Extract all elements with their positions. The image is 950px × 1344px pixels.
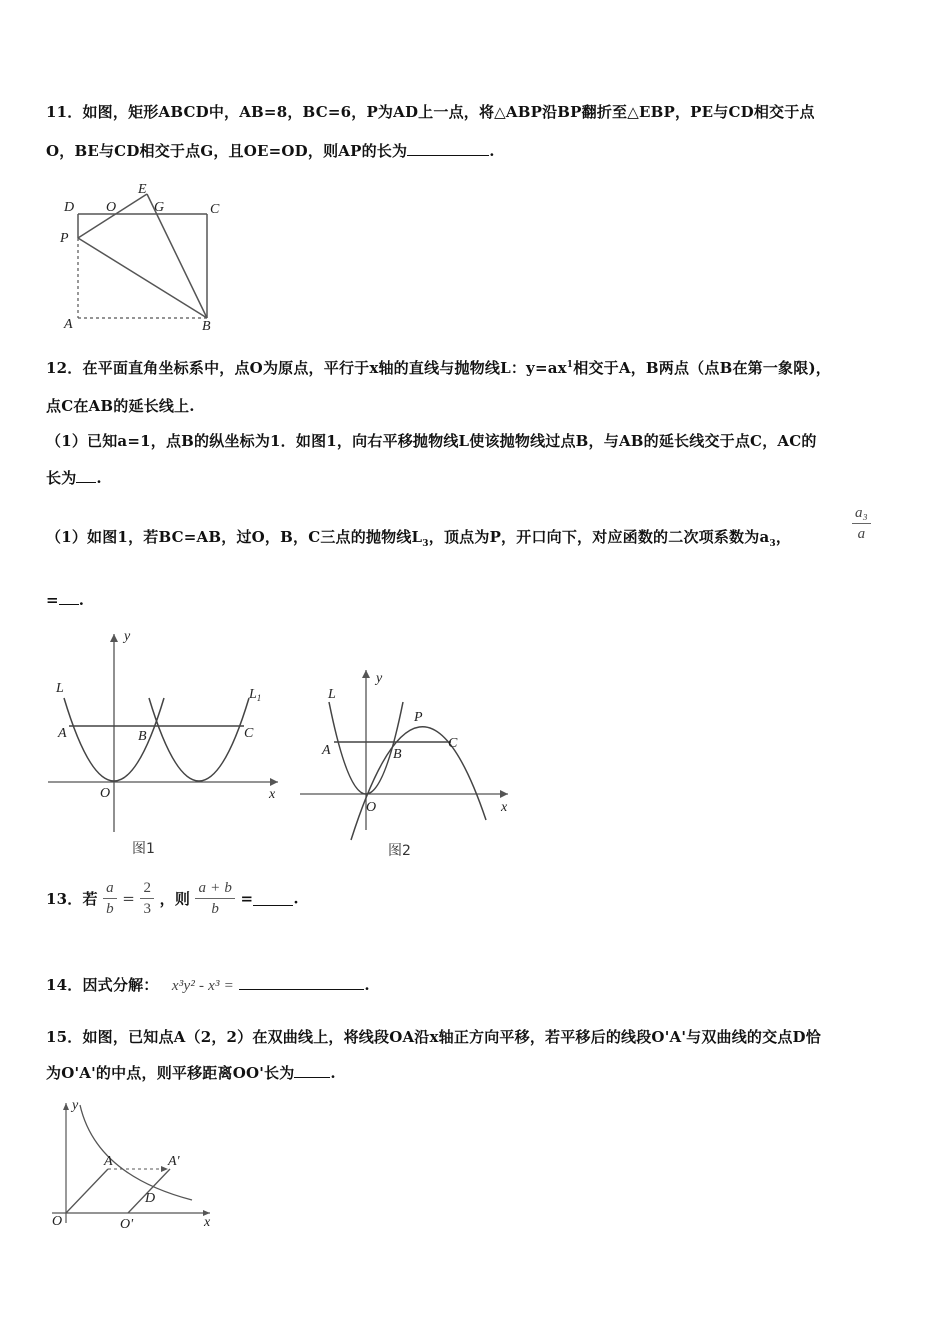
label-A-prime: A' bbox=[168, 1154, 180, 1169]
label-y: y bbox=[124, 629, 131, 644]
label-O: O bbox=[106, 200, 117, 215]
label-P: P bbox=[60, 231, 69, 246]
label-A: A bbox=[104, 1154, 113, 1169]
q15-figure bbox=[42, 1095, 227, 1235]
caption-fig1: 图1 bbox=[132, 841, 155, 857]
answer-blank[interactable] bbox=[407, 141, 489, 156]
label-L1: $L_1$ bbox=[249, 687, 262, 703]
label-B: B bbox=[202, 319, 211, 334]
q12-part1-line1: （1）已知a=1，点B的纵坐标为1．如图1，向右平移抛物线L使该抛物线过点B，与AB的延长线交于点C，AC的 bbox=[46, 432, 817, 450]
label-A: A bbox=[58, 726, 67, 741]
label-x: x bbox=[204, 1215, 211, 1230]
q11-figure bbox=[52, 178, 232, 338]
q15-line1: 15．如图，已知点A（2，2）在双曲线上，将线段OA沿x轴正方向平移，若平移后的线段O'A'与双曲线的交点D恰 bbox=[46, 1028, 821, 1046]
q15-line2: 为O'A'的中点，则平移距离OO'长为 . bbox=[46, 1064, 336, 1082]
answer-blank[interactable] bbox=[59, 590, 79, 605]
frac-2-over-3: $\frac{2}{3}$ bbox=[140, 878, 154, 919]
label-E: E bbox=[138, 182, 147, 197]
q14-line: 14．因式分解： x³y² - x³ = . bbox=[46, 976, 370, 994]
answer-blank[interactable] bbox=[239, 975, 364, 990]
label-D: D bbox=[64, 200, 75, 215]
label-L: L bbox=[328, 687, 336, 702]
label-x: x bbox=[269, 787, 276, 802]
label-O: O bbox=[100, 786, 111, 801]
q12-part2-line2: = . bbox=[46, 591, 85, 609]
frac-aplusb-over-b: $\frac{a + b}{b}$ bbox=[195, 878, 235, 919]
label-A: A bbox=[322, 743, 331, 758]
label-P: P bbox=[414, 710, 423, 725]
q14-expression: x³y² - x³ = bbox=[171, 978, 234, 994]
label-O-prime: O' bbox=[120, 1217, 134, 1232]
answer-blank[interactable] bbox=[294, 1063, 330, 1078]
q12-line2: 点C在AB的延长线上. bbox=[46, 397, 195, 415]
caption-fig2: 图2 bbox=[388, 843, 411, 859]
label-O: O bbox=[366, 800, 377, 815]
q12-part2-line1: （1）如图1，若BC=AB，过O，B，C三点的抛物线$L_3$，顶点为P，开口向下，对应函数的二次项系数为$a_3$， bbox=[46, 528, 792, 549]
label-C: C bbox=[448, 736, 458, 751]
label-D: D bbox=[145, 1191, 156, 1206]
label-O: O bbox=[52, 1214, 63, 1229]
q11-line2: O，BE与CD相交于点G，且OE=OD，则AP的长为 . bbox=[46, 142, 495, 160]
q13-line: 13．若 $\frac{a}{b}$ = $\frac{2}{3}$ ，则 $\frac{a + b}{b}$ = . bbox=[46, 880, 299, 917]
q11-line1: 11．如图，矩形ABCD中，AB=8，BC=6，P为AD上一点，将△ABP沿BP翻折至△EBP，PE与CD相交于点 bbox=[46, 103, 815, 121]
label-x: x bbox=[501, 800, 508, 815]
frac-a-over-b: $\frac{a}{b}$ bbox=[103, 878, 117, 919]
label-C: C bbox=[210, 202, 220, 217]
label-G: G bbox=[154, 200, 165, 215]
answer-blank[interactable] bbox=[253, 891, 293, 906]
label-A: A bbox=[64, 317, 73, 332]
label-y: y bbox=[72, 1098, 79, 1113]
q12-part1-line2: 长为 . bbox=[46, 469, 102, 487]
label-C: C bbox=[244, 726, 254, 741]
q12-figure-1 bbox=[44, 620, 294, 865]
answer-blank[interactable] bbox=[76, 468, 96, 483]
label-y: y bbox=[376, 671, 383, 686]
q12-fraction: $\frac{\text{a₃}}{a}$ bbox=[852, 503, 871, 544]
label-B: B bbox=[138, 729, 147, 744]
q12-figure-2 bbox=[296, 660, 526, 865]
q12-line1: 12．在平面直角坐标系中，点O为原点，平行于x轴的直线与抛物线L：$y=ax^1$相交于A，B两点（点B在第一象限)， bbox=[46, 359, 831, 377]
label-B: B bbox=[393, 747, 402, 762]
label-L: L bbox=[56, 681, 64, 696]
